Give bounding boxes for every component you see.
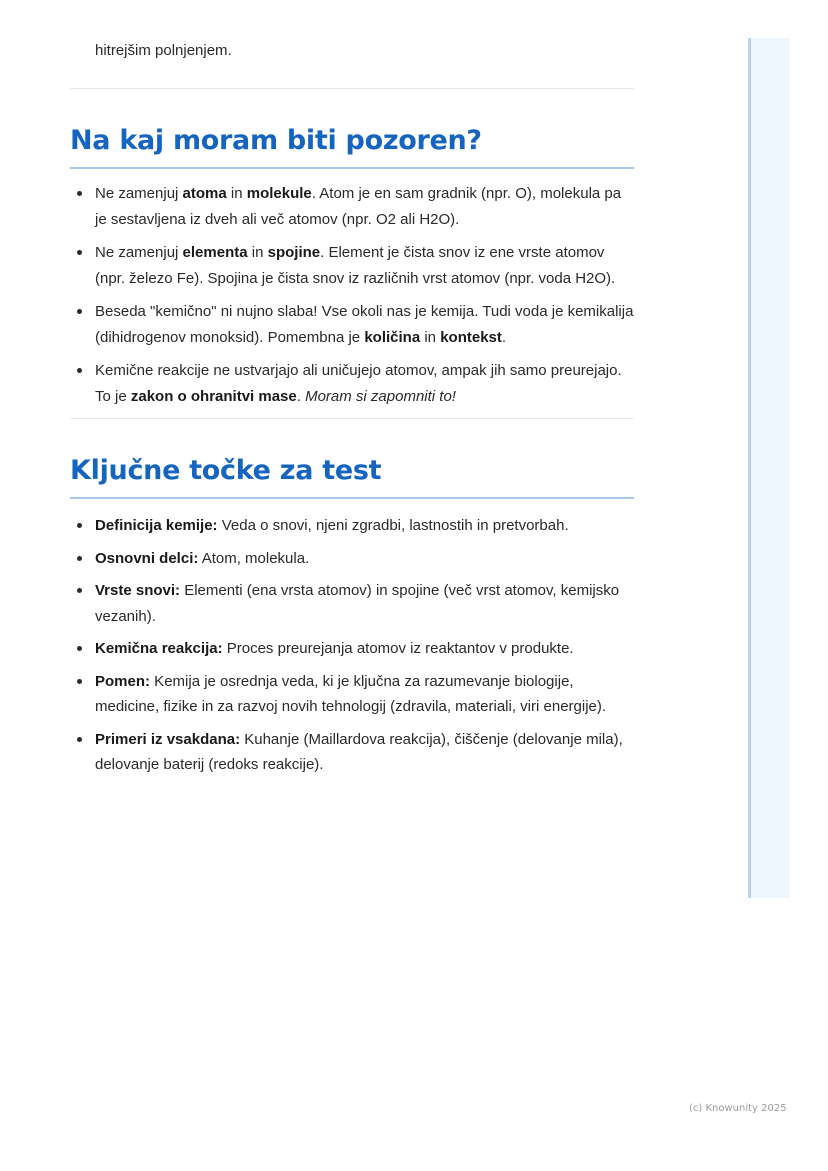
text-run: Beseda "kemično" ni nujno slaba! Vse okoli nas je kemija. Tudi voda je kemikalija (dihidrogenov monoksid). Pomembna je xyxy=(95,303,634,346)
list-item xyxy=(70,727,634,778)
text-run: . Atom je en sam gradnik (npr. O), molekula pa je sestavljena iz dveh ali več atomov (npr. O2 ali H2O). xyxy=(95,185,622,228)
bold-text: Vrste snovi: xyxy=(95,582,181,599)
list-item xyxy=(70,358,634,409)
text-run: Ne zamenjuj xyxy=(95,185,183,202)
italic-text: Moram si zapomniti to! xyxy=(305,387,456,405)
bold-text: Osnovni delci: xyxy=(95,549,199,567)
list-item xyxy=(70,513,634,539)
text-run: in xyxy=(226,185,247,202)
bold-text: atoma xyxy=(182,185,227,202)
text-run: Atom, molekula. xyxy=(198,549,310,567)
list-item xyxy=(70,299,634,350)
bold-text: Kemična reakcija: xyxy=(95,640,223,657)
list-item xyxy=(70,546,634,572)
section-title-kljucne-tocke: Ključne točke za test xyxy=(70,453,634,499)
kljucne-tocke-list xyxy=(70,513,634,778)
text-run: Kemija je osrednja veda, ki je ključna za razumevanje biologije, medicine, fizike in za razvoj novih tehnologij (zdravila, materiali, viri energije). xyxy=(95,672,607,715)
list-item xyxy=(70,240,634,291)
bold-text: količina xyxy=(364,328,421,346)
text-run: . Element je čista snov iz ene vrste atomov (npr. železo Fe). Spojina je čista snov iz različnih vrst atomov (npr. voda H2O). xyxy=(95,244,616,287)
bold-text: spojine xyxy=(267,244,321,261)
bold-text: Pomen: xyxy=(95,672,151,690)
text-run: Proces preurejanja atomov iz reaktantov v produkte. xyxy=(222,640,574,657)
bold-text: Primeri iz vsakdana: xyxy=(95,730,241,748)
copyright-footer: (c) Knowunity 2025 xyxy=(689,1103,787,1114)
document-content xyxy=(70,38,634,785)
section-title-pozoren: Na kaj moram biti pozoren? xyxy=(70,123,634,169)
bold-text: kontekst xyxy=(440,328,502,346)
text-run: in xyxy=(247,244,268,261)
text-run: in xyxy=(420,328,441,346)
text-run: Kuhanje (Maillardova reakcija), čiščenje (delovanje mila), delovanje baterij (redoks reakcije). xyxy=(95,730,623,773)
text-run: Kemične reakcije ne ustvarjajo ali uničujejo atomov, ampak jih samo preurejajo. To je xyxy=(95,362,622,405)
list-item xyxy=(70,181,634,232)
bold-text: Definicija kemije: xyxy=(95,517,218,534)
text-run: . xyxy=(501,328,507,346)
list-item xyxy=(70,578,634,629)
section-divider xyxy=(70,88,634,89)
list-item xyxy=(70,669,634,720)
text-run: Veda o snovi, njeni zgradbi, lastnostih in pretvorbah. xyxy=(217,517,569,534)
bold-text: zakon o ohranitvi mase xyxy=(130,387,297,405)
list-item xyxy=(70,636,634,662)
bold-text: elementa xyxy=(182,244,248,261)
text-run: . xyxy=(296,387,306,405)
section-divider xyxy=(70,418,634,419)
pozoren-list xyxy=(70,181,634,409)
side-panel xyxy=(748,38,790,898)
text-run: Ne zamenjuj xyxy=(95,244,183,261)
text-run: Elementi (ena vrsta atomov) in spojine (več vrst atomov, kemijsko vezanih). xyxy=(95,582,620,625)
continuation-text: hitrejšim polnjenjem. xyxy=(95,42,232,59)
bold-text: molekule xyxy=(246,185,312,202)
